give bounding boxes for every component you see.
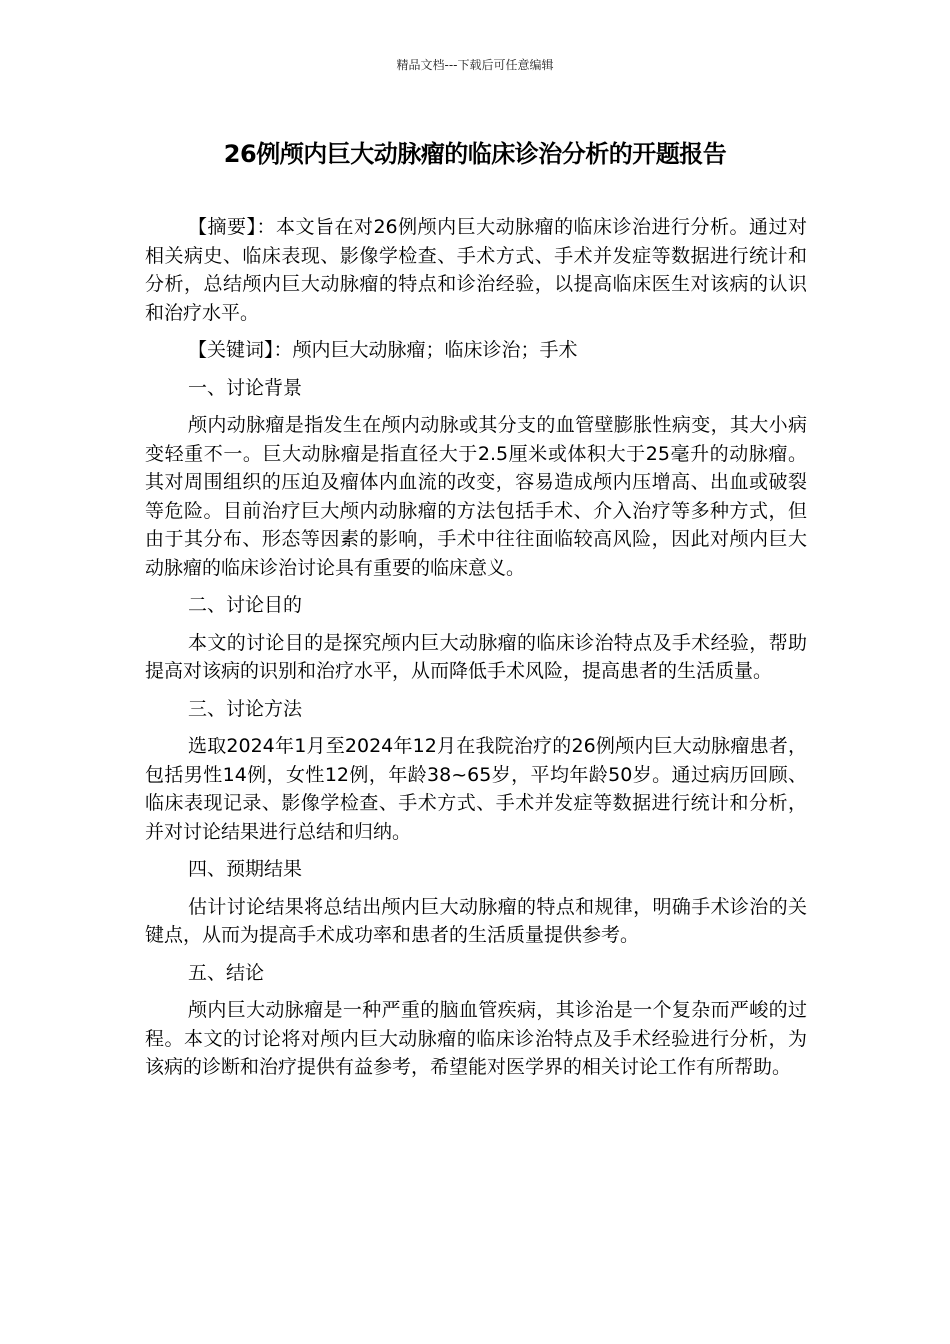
document-title: 26例颅内巨大动脉瘤的临床诊治分析的开题报告 [223,140,727,168]
section-heading-conclusion: 五、结论 [188,961,265,984]
section-heading-method: 三、讨论方法 [188,697,303,720]
abstract-paragraph: 【摘要】：本文旨在对26例颅内巨大动脉瘤的临床诊治进行分析。通过对相关病史、临床表现、影像学检查、手术方式、手术并发症等数据进行统计和分析，总结颅内巨大动脉瘤的特点和诊治经验，以提高临床医生对该病的认识和治疗水平。 [145,216,807,324]
page-header-note: 精品文档---下载后可任意编辑 [396,58,554,72]
section-body-background: 颅内动脉瘤是指发生在颅内动脉或其分支的血管壁膨胀性病变，其大小病变轻重不一。巨大动脉瘤是指直径大于2.5厘米或体积大于25毫升的动脉瘤。其对周围组织的压迫及瘤体内血流的改变，容易造成颅内压增高、出血或破裂等危险。目前治疗巨大颅内动脉瘤的方法包括手术、介入治疗等多种方式，但由于其分布、形态等因素的影响，手术中往往面临较高风险，因此对颅内巨大动脉瘤的临床诊治讨论具有重要的临床意义。 [145,414,807,579]
section-body-conclusion: 颅内巨大动脉瘤是一种严重的脑血管疾病，其诊治是一个复杂而严峻的过程。本文的讨论将对颅内巨大动脉瘤的临床诊治特点及手术经验进行分析，为该病的诊断和治疗提供有益参考，希望能对医学界的相关讨论工作有所帮助。 [145,999,807,1078]
section-heading-purpose: 二、讨论目的 [188,594,303,616]
section-body-purpose: 本文的讨论目的是探究颅内巨大动脉瘤的临床诊治特点及手术经验，帮助提高对该病的识别和治疗水平，从而降低手术风险，提高患者的生活质量。 [145,631,807,682]
document-body [145,213,807,1091]
section-heading-background: 一、讨论背景 [188,376,303,399]
section-body-expected-results: 估计讨论结果将总结出颅内巨大动脉瘤的特点和规律，明确手术诊治的关键点，从而为提高手术成功率和患者的生活质量提供参考。 [145,895,807,946]
keywords-paragraph: 【关键词】：颅内巨大动脉瘤；临床诊治；手术 [188,339,578,361]
section-body-method: 选取2024年1月至2024年12月在我院治疗的26例颅内巨大动脉瘤患者，包括男性14例，女性12例，年龄38~65岁，平均年龄50岁。通过病历回顾、临床表现记录、影像学检查、手术方式、手术并发症等数据进行统计和分析，并对讨论结果进行总结和归纳。 [145,735,807,843]
section-heading-expected-results: 四、预期结果 [188,858,303,880]
